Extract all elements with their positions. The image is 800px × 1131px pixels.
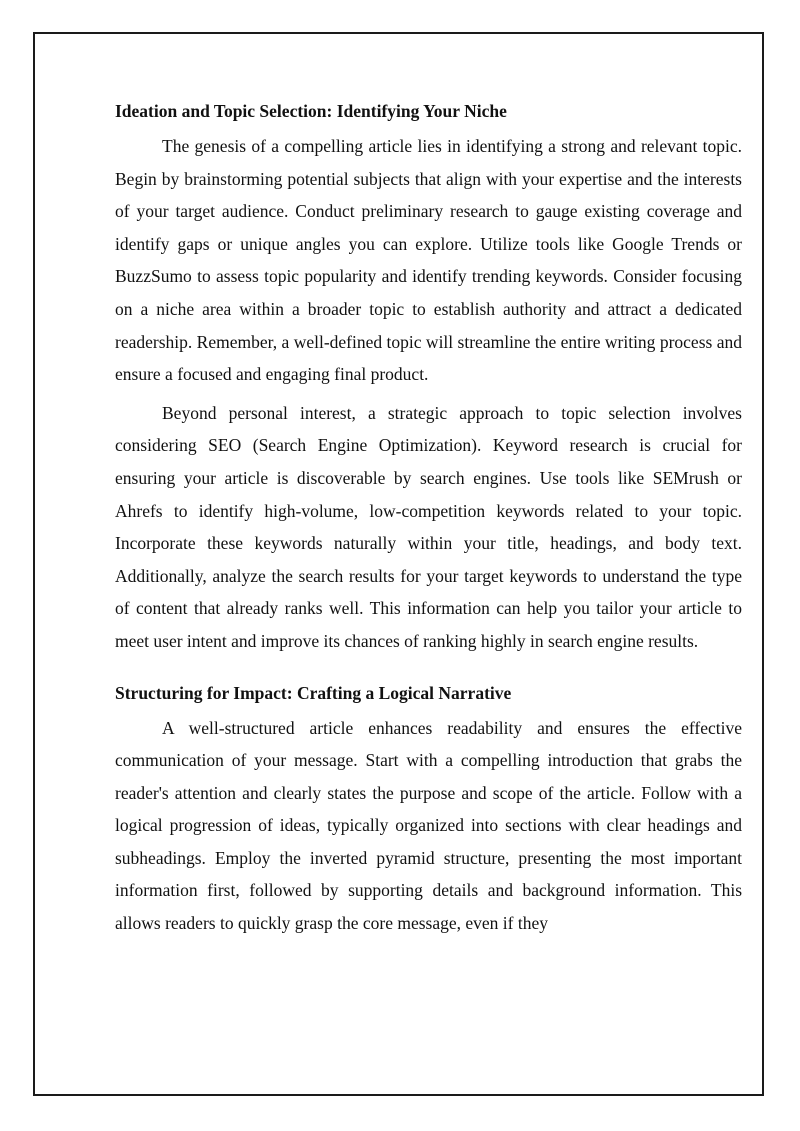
paragraph: Beyond personal interest, a strategic approach to topic selection involves considering SEO (Search Engine Optimization). Keyword research is crucial for ensuring your article is discoverable by search engines. Use tools like SEMrush or Ahrefs to identify high-volume, low-competition keywords related to your topic. Incorporate these keywords naturally within your title, headings, and body text. Additionally, analyze the search results for your target keywords to understand the type of content that already ranks well. This information can help you tailor your article to meet user intent and improve its chances of ranking highly in search engine results. [115, 402, 742, 651]
section-ideation [115, 98, 742, 658]
section-heading: Structuring for Impact: Crafting a Logical Narrative [115, 682, 512, 703]
section-structuring [115, 680, 742, 940]
document-body [115, 98, 742, 946]
paragraph: The genesis of a compelling article lies in identifying a strong and relevant topic. Begin by brainstorming potential subjects that align with your expertise and the interests of your target audience. Conduct preliminary research to gauge existing coverage and identify gaps or unique angles you can explore. Utilize tools like Google Trends or BuzzSumo to assess topic popularity and identify trending keywords. Consider focusing on a niche area within a broader topic to establish authority and attract a dedicated readership. Remember, a well-defined topic will streamline the entire writing process and ensure a focused and engaging final product. [115, 136, 742, 385]
paragraph: A well-structured article enhances readability and ensures the effective communication of your message. Start with a compelling introduction that grabs the reader's attention and clearly states the purpose and scope of the article. Follow with a logical progression of ideas, typically organized into sections with clear headings and subheadings. Employ the inverted pyramid structure, presenting the most important information first, followed by supporting details and background information. This allows readers to quickly grasp the core message, even if they [115, 717, 742, 934]
section-heading: Ideation and Topic Selection: Identifying Your Niche [115, 101, 507, 121]
